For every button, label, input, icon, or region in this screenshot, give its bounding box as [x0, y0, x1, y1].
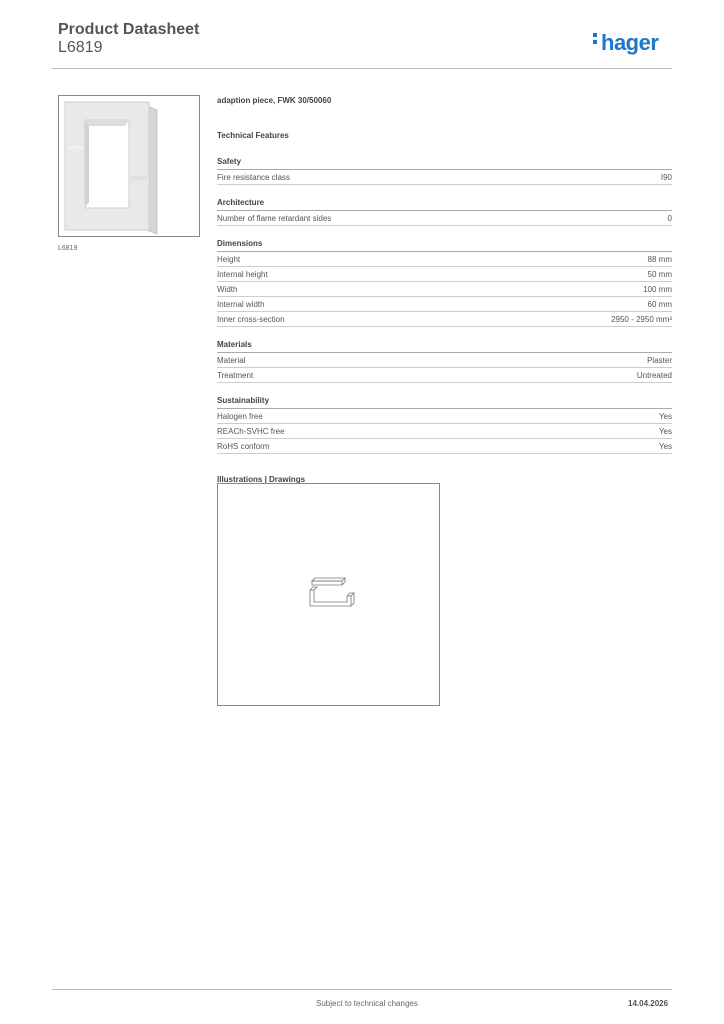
illustrations-title: Illustrations | Drawings — [217, 475, 306, 484]
section-title: Sustainability — [217, 395, 672, 409]
row-value: Yes — [658, 442, 672, 451]
table-row — [217, 297, 672, 312]
table-row — [217, 170, 672, 185]
table-row — [217, 439, 672, 454]
section-safety — [217, 156, 672, 185]
row-label: Height — [217, 255, 241, 264]
table-row — [217, 211, 672, 226]
table-row — [217, 409, 672, 424]
row-value: 0 — [667, 214, 672, 223]
row-value: 88 mm — [647, 255, 672, 264]
section-dimensions — [217, 238, 672, 327]
row-value: 100 mm — [643, 285, 672, 294]
row-value: I90 — [660, 173, 672, 182]
product-details — [217, 95, 672, 486]
row-value: Untreated — [636, 371, 672, 380]
row-label: Inner cross-section — [217, 315, 285, 324]
table-row — [217, 424, 672, 439]
row-label: REACh-SVHC free — [217, 427, 285, 436]
section-title: Architecture — [217, 197, 672, 211]
logo-dots-icon — [593, 33, 599, 47]
table-row — [217, 252, 672, 267]
row-label: Internal height — [217, 270, 268, 279]
footer-divider — [52, 989, 672, 990]
photo-caption: L6819 — [58, 245, 78, 252]
row-label: Number of flame retardant sides — [217, 214, 332, 223]
row-label: Material — [217, 356, 246, 365]
footer-date: 14.04.2026 — [628, 999, 669, 1008]
row-value: Yes — [658, 412, 672, 421]
row-value: 60 mm — [647, 300, 672, 309]
footer-note: Subject to technical changes — [316, 999, 418, 1008]
row-value: 2950 - 2950 mm² — [611, 315, 672, 324]
section-title: Safety — [217, 156, 672, 170]
row-label: Fire resistance class — [217, 173, 290, 182]
section-materials — [217, 339, 672, 383]
row-label: Halogen free — [217, 412, 263, 421]
hager-logo[interactable] — [593, 30, 658, 56]
row-label: RoHS conform — [217, 442, 270, 451]
row-value: Plaster — [647, 356, 672, 365]
section-title: Dimensions — [217, 238, 672, 252]
table-row — [217, 282, 672, 297]
technical-features-title: Technical Features — [217, 131, 289, 140]
section-architecture — [217, 197, 672, 226]
section-sustainability — [217, 395, 672, 454]
row-label: Internal width — [217, 300, 265, 309]
table-row — [217, 267, 672, 282]
product-name: adaption piece, FWK 30/50060 — [217, 96, 332, 105]
row-value: 50 mm — [647, 270, 672, 279]
section-title: Materials — [217, 339, 672, 353]
table-row — [217, 312, 672, 327]
product-photo — [58, 95, 200, 237]
table-row — [217, 353, 672, 368]
adapter-drawing-icon — [218, 484, 439, 705]
technical-drawing — [217, 483, 440, 706]
row-value: Yes — [658, 427, 672, 436]
header-divider — [52, 68, 672, 69]
row-label: Treatment — [217, 371, 254, 380]
row-label: Width — [217, 285, 238, 294]
table-row — [217, 368, 672, 383]
page-title: Product Datasheet — [58, 21, 200, 38]
product-code: L6819 — [58, 39, 103, 56]
plaster-frame-image-icon — [59, 96, 199, 236]
logo-text: hager — [601, 30, 659, 55]
